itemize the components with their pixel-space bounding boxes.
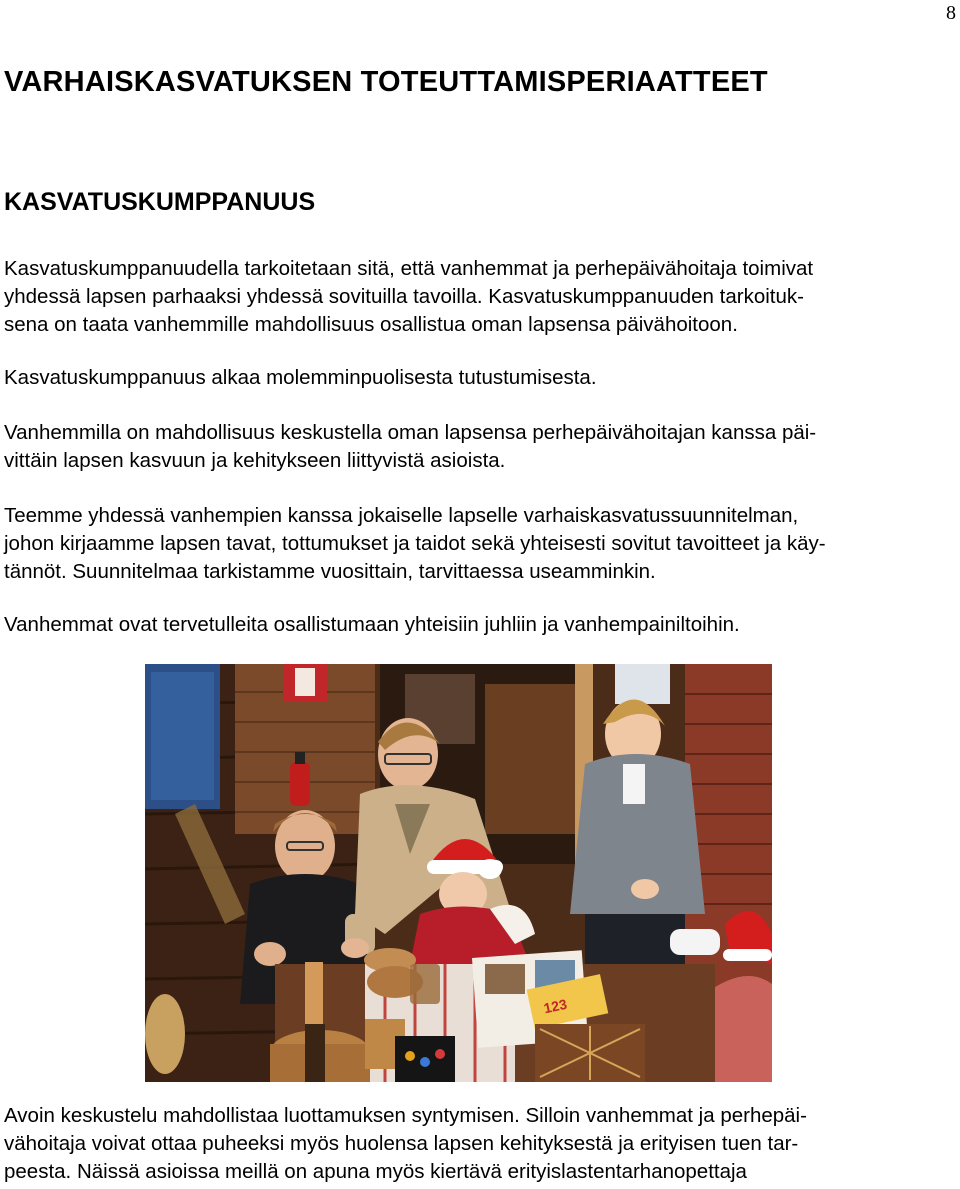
book-cover-label: 123: [542, 995, 569, 1017]
paragraph-getting-acquainted: Kasvatuskumppanuus alkaa molemminpuolisesta tutustumisesta.: [4, 366, 597, 389]
page-title: VARHAISKASVATUKSEN TOTEUTTAMISPERIAATTEET: [4, 66, 768, 98]
paragraph-daily-discussion: Vanhemmilla on mahdollisuus keskustella oman lapsensa perhepäivähoitajan kanssa päi- vittäin lapsen kasvuun ja kehitykseen liittyvistä asioista.: [4, 421, 817, 472]
page-number: 8: [946, 2, 956, 24]
paragraph-education-plan: Teemme yhdessä vanhempien kanssa jokaiselle lapselle varhaiskasvatussuunnitelman, johon kirjaamme lapsen tavat, tottumukset ja taidot sekä yhteisesti sovitut tavoitteet ja käy- tännöt. Suunnitelmaa tarkistamme vuosittain, tarvittaessa useamminkin.: [4, 504, 826, 583]
photo-christmas-crafts: [145, 664, 772, 1082]
paragraph-open-discussion: Avoin keskustelu mahdollistaa luottamuksen syntymisen. Silloin vanhemmat ja perhepäi- vähoitaja voivat ottaa puheeksi myös huolensa lapsen kehityksestä ja erityisen tuen tar- peesta. Näissä asioissa meillä on apuna myös kiertävä erityislastentarhanopettaja: [4, 1104, 807, 1183]
section-heading: KASVATUSKUMPPANUUS: [4, 188, 316, 216]
paragraph-parents-welcome: Vanhemmat ovat tervetulleita osallistumaan yhteisiin juhliin ja vanhempainiltoihin.: [4, 613, 740, 636]
paragraph-definition: Kasvatuskumppanuudella tarkoitetaan sitä, että vanhemmat ja perhepäivähoitaja toimivat yhdessä lapsen parhaaksi yhdessä sovituilla tavoilla. Kasvatuskumppanuuden tarkoituk- sena on taata vanhemmille mahdollisuus osallistua oman lapsensa päivähoitoon.: [4, 257, 814, 336]
